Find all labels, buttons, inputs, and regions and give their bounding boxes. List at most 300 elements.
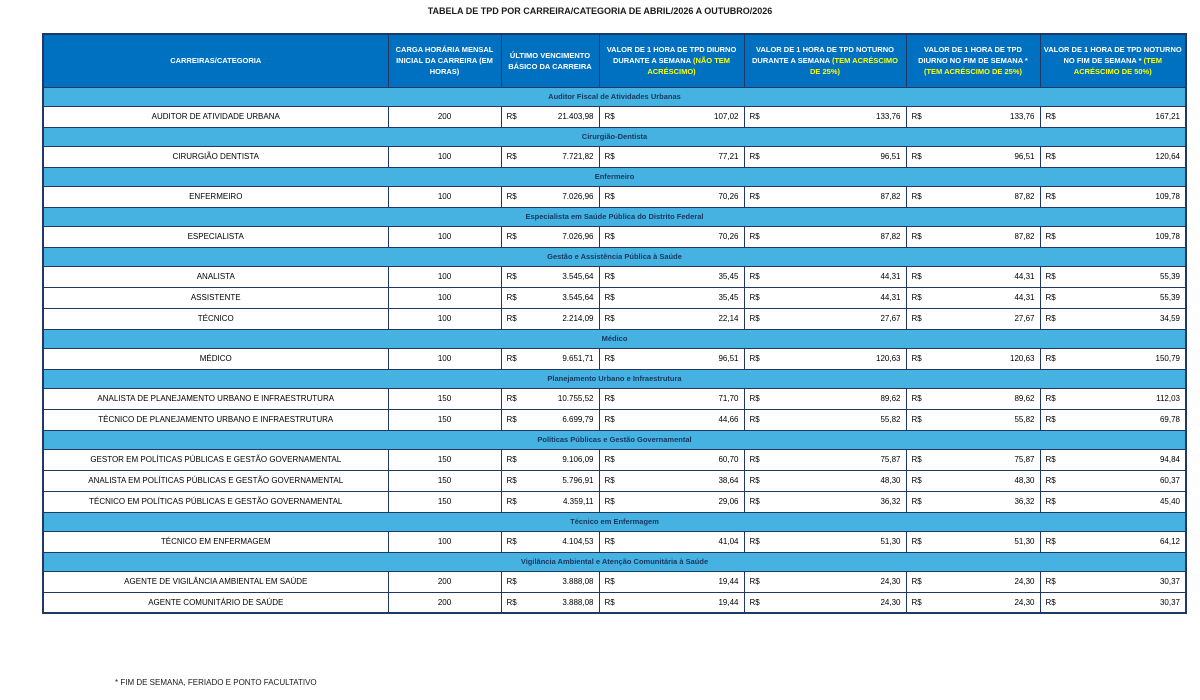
currency-cell <box>1040 388 1186 409</box>
currency-cell <box>501 531 599 552</box>
currency-value <box>745 577 906 586</box>
currency-symbol: R$ <box>506 455 517 464</box>
currency-symbol: R$ <box>604 577 615 586</box>
table-row <box>43 266 1186 287</box>
currency-cell <box>599 592 744 613</box>
currency-value <box>600 455 744 464</box>
currency-symbol: R$ <box>911 455 922 464</box>
currency-value <box>502 455 599 464</box>
amount: 107,02 <box>714 112 739 121</box>
section-title: Especialista em Saúde Pública do Distrito Federal <box>43 207 1186 226</box>
amount: 5.796,91 <box>562 476 594 485</box>
currency-cell <box>501 348 599 369</box>
currency-cell <box>1040 106 1186 127</box>
currency-cell <box>744 491 906 512</box>
currency-value <box>907 415 1040 424</box>
currency-cell <box>1040 449 1186 470</box>
currency-cell <box>599 106 744 127</box>
amount: 24,30 <box>1014 597 1035 607</box>
amount: 3.888,08 <box>562 577 594 586</box>
currency-cell <box>501 409 599 430</box>
currency-cell <box>501 186 599 207</box>
currency-symbol: R$ <box>749 314 760 323</box>
currency-symbol: R$ <box>911 192 922 201</box>
column-label: VALOR DE 1 HORA DE TPD DIURNO NO FIM DE SEMANA * <box>918 44 1028 66</box>
currency-cell <box>744 571 906 592</box>
table-header-row <box>43 34 1186 87</box>
currency-symbol: R$ <box>911 152 922 161</box>
currency-value <box>600 476 744 485</box>
currency-value <box>745 394 906 403</box>
currency-symbol: R$ <box>604 476 615 485</box>
currency-cell <box>906 449 1040 470</box>
currency-symbol: R$ <box>506 577 517 586</box>
currency-cell <box>906 531 1040 552</box>
currency-symbol: R$ <box>1045 497 1056 506</box>
currency-symbol: R$ <box>749 354 760 363</box>
career-cell: TÉCNICO EM ENFERMAGEM <box>43 531 388 552</box>
currency-cell <box>1040 409 1186 430</box>
currency-cell <box>501 266 599 287</box>
currency-value <box>745 537 906 546</box>
section-row <box>43 552 1186 571</box>
currency-symbol: R$ <box>911 112 922 121</box>
amount: 24,30 <box>1014 577 1035 586</box>
career-cell: ANALISTA EM POLÍTICAS PÚBLICAS E GESTÃO GOVERNAMENTAL <box>43 470 388 491</box>
currency-value <box>600 415 744 424</box>
currency-value <box>745 272 906 281</box>
currency-symbol: R$ <box>749 272 760 281</box>
amount: 7.721,82 <box>562 152 594 161</box>
amount: 41,04 <box>718 537 739 546</box>
currency-value <box>745 455 906 464</box>
section-row <box>43 167 1186 186</box>
currency-symbol: R$ <box>604 112 615 121</box>
table-row <box>43 571 1186 592</box>
currency-cell <box>1040 348 1186 369</box>
hours-cell: 200 <box>388 106 501 127</box>
currency-value <box>745 497 906 506</box>
currency-symbol: R$ <box>604 597 615 607</box>
amount: 70,26 <box>718 232 739 241</box>
currency-cell <box>599 409 744 430</box>
currency-symbol: R$ <box>604 537 615 546</box>
column-label: VALOR DE 1 HORA DE TPD NOTURNO NO FIM DE SEMANA * <box>1043 44 1182 66</box>
currency-symbol: R$ <box>911 272 922 281</box>
section-title: Planejamento Urbano e Infraestrutura <box>43 369 1186 388</box>
currency-cell <box>744 409 906 430</box>
currency-cell <box>599 470 744 491</box>
currency-cell <box>744 226 906 247</box>
section-row <box>43 329 1186 348</box>
tpd-table <box>42 33 1187 614</box>
currency-symbol: R$ <box>1045 232 1056 241</box>
career-cell: ESPECIALISTA <box>43 226 388 247</box>
amount: 35,45 <box>718 272 739 281</box>
currency-value <box>1041 354 1186 363</box>
currency-value <box>600 152 744 161</box>
currency-symbol: R$ <box>1045 394 1056 403</box>
currency-value <box>600 192 744 201</box>
table-row <box>43 106 1186 127</box>
currency-value <box>600 314 744 323</box>
column-highlight: (TEM ACRÉSCIMO DE 50%) <box>1073 56 1162 77</box>
amount: 24,30 <box>880 577 901 586</box>
amount: 7.026,96 <box>562 232 594 241</box>
currency-value <box>745 354 906 363</box>
amount: 30,37 <box>1159 577 1180 586</box>
amount: 22,14 <box>718 314 739 323</box>
currency-cell <box>501 146 599 167</box>
currency-cell <box>501 449 599 470</box>
amount: 133,76 <box>1010 112 1035 121</box>
amount: 87,82 <box>880 232 901 241</box>
table-row <box>43 348 1186 369</box>
currency-value <box>745 232 906 241</box>
amount: 3.888,08 <box>562 597 594 607</box>
currency-symbol: R$ <box>1045 152 1056 161</box>
amount: 19,44 <box>718 577 739 586</box>
currency-value <box>502 476 599 485</box>
currency-cell <box>744 308 906 329</box>
currency-value <box>745 476 906 485</box>
currency-symbol: R$ <box>604 354 615 363</box>
currency-symbol: R$ <box>506 314 517 323</box>
section-row <box>43 127 1186 146</box>
currency-symbol: R$ <box>1045 597 1056 607</box>
currency-value <box>1041 455 1186 464</box>
currency-symbol: R$ <box>1045 415 1056 424</box>
currency-cell <box>906 491 1040 512</box>
table-row <box>43 226 1186 247</box>
amount: 30,37 <box>1159 597 1180 607</box>
amount: 69,78 <box>1159 415 1180 424</box>
currency-cell <box>744 348 906 369</box>
currency-symbol: R$ <box>911 394 922 403</box>
currency-value <box>1041 598 1186 607</box>
amount: 51,30 <box>880 537 901 546</box>
amount: 44,31 <box>880 293 901 302</box>
currency-cell <box>599 491 744 512</box>
amount: 71,70 <box>718 394 739 403</box>
amount: 75,87 <box>880 455 901 464</box>
currency-cell <box>744 186 906 207</box>
column-label: CARREIRAS/CATEGORIA <box>170 56 262 66</box>
amount: 24,30 <box>880 597 901 607</box>
currency-cell <box>744 146 906 167</box>
column-header-careers <box>43 34 388 87</box>
currency-cell <box>599 388 744 409</box>
currency-symbol: R$ <box>604 272 615 281</box>
currency-value <box>907 232 1040 241</box>
currency-value <box>600 598 744 607</box>
currency-cell <box>744 388 906 409</box>
currency-cell <box>599 146 744 167</box>
hours-cell: 150 <box>388 491 501 512</box>
currency-value <box>502 394 599 403</box>
currency-value <box>907 537 1040 546</box>
currency-value <box>502 192 599 201</box>
section-row <box>43 87 1186 106</box>
currency-value <box>502 598 599 607</box>
currency-value <box>502 497 599 506</box>
currency-symbol: R$ <box>911 497 922 506</box>
currency-cell <box>1040 266 1186 287</box>
footnote: * FIM DE SEMANA, FERIADO E PONTO FACULTATIVO <box>115 678 317 687</box>
currency-symbol: R$ <box>506 112 517 121</box>
amount: 55,82 <box>1014 415 1035 424</box>
currency-cell <box>599 449 744 470</box>
currency-value <box>1041 192 1186 201</box>
currency-cell <box>1040 571 1186 592</box>
hours-cell: 150 <box>388 409 501 430</box>
table-row <box>43 186 1186 207</box>
section-row <box>43 247 1186 266</box>
currency-symbol: R$ <box>911 293 922 302</box>
amount: 87,82 <box>880 192 901 201</box>
currency-value <box>907 476 1040 485</box>
amount: 96,51 <box>1014 152 1035 161</box>
currency-symbol: R$ <box>749 232 760 241</box>
amount: 167,21 <box>1155 112 1180 121</box>
hours-cell: 100 <box>388 186 501 207</box>
section-title: Médico <box>43 329 1186 348</box>
currency-symbol: R$ <box>604 394 615 403</box>
section-title: Enfermeiro <box>43 167 1186 186</box>
column-highlight: (TEM ACRÉSCIMO DE 25%) <box>923 67 1023 77</box>
column-label: ÚLTIMO VENCIMENTO BÁSICO DA CARREIRA <box>508 50 592 71</box>
currency-symbol: R$ <box>506 272 517 281</box>
hours-cell: 100 <box>388 146 501 167</box>
currency-value <box>502 152 599 161</box>
currency-cell <box>744 470 906 491</box>
currency-value <box>745 415 906 424</box>
amount: 112,03 <box>1156 394 1180 403</box>
amount: 3.545,64 <box>562 293 594 302</box>
currency-value <box>1041 497 1186 506</box>
amount: 44,66 <box>718 415 739 424</box>
currency-symbol: R$ <box>506 232 517 241</box>
currency-cell <box>744 449 906 470</box>
currency-symbol: R$ <box>911 577 922 586</box>
currency-cell <box>1040 470 1186 491</box>
currency-cell <box>744 106 906 127</box>
currency-symbol: R$ <box>506 192 517 201</box>
amount: 6.699,79 <box>562 415 594 424</box>
amount: 2.214,09 <box>562 314 594 323</box>
currency-symbol: R$ <box>749 415 760 424</box>
currency-value <box>600 394 744 403</box>
amount: 89,62 <box>1014 394 1035 403</box>
amount: 36,32 <box>880 497 901 506</box>
currency-value <box>1041 314 1186 323</box>
currency-symbol: R$ <box>749 394 760 403</box>
hours-cell: 100 <box>388 348 501 369</box>
table-row <box>43 491 1186 512</box>
currency-symbol: R$ <box>506 476 517 485</box>
amount: 10.755,52 <box>557 394 594 403</box>
amount: 35,45 <box>718 293 739 302</box>
amount: 9.651,71 <box>562 354 594 363</box>
currency-cell <box>1040 491 1186 512</box>
amount: 19,44 <box>718 597 739 607</box>
currency-symbol: R$ <box>749 577 760 586</box>
currency-cell <box>906 226 1040 247</box>
amount: 96,51 <box>880 152 901 161</box>
currency-value <box>1041 232 1186 241</box>
currency-symbol: R$ <box>749 293 760 302</box>
amount: 77,21 <box>718 152 739 161</box>
currency-value <box>745 192 906 201</box>
currency-value <box>600 537 744 546</box>
career-cell: TÉCNICO <box>43 308 388 329</box>
currency-symbol: R$ <box>911 476 922 485</box>
currency-symbol: R$ <box>506 394 517 403</box>
currency-cell <box>906 287 1040 308</box>
table-row <box>43 308 1186 329</box>
currency-value <box>907 577 1040 586</box>
currency-value <box>745 314 906 323</box>
column-header-day-weekday <box>599 34 744 87</box>
career-cell: CIRURGIÃO DENTISTA <box>43 146 388 167</box>
currency-value <box>502 112 599 121</box>
career-cell: ANALISTA <box>43 266 388 287</box>
currency-symbol: R$ <box>1045 112 1056 121</box>
currency-symbol: R$ <box>749 192 760 201</box>
amount: 4.104,53 <box>562 537 594 546</box>
currency-symbol: R$ <box>911 597 922 607</box>
currency-value <box>1041 577 1186 586</box>
amount: 60,37 <box>1159 476 1180 485</box>
currency-cell <box>599 308 744 329</box>
currency-value <box>907 354 1040 363</box>
career-cell: MÉDICO <box>43 348 388 369</box>
table-row <box>43 146 1186 167</box>
currency-symbol: R$ <box>506 497 517 506</box>
currency-symbol: R$ <box>506 537 517 546</box>
column-header-monthly-hours <box>388 34 501 87</box>
currency-cell <box>1040 226 1186 247</box>
currency-cell <box>1040 531 1186 552</box>
amount: 36,32 <box>1014 497 1035 506</box>
currency-value <box>907 112 1040 121</box>
hours-cell: 150 <box>388 470 501 491</box>
currency-cell <box>906 308 1040 329</box>
amount: 34,59 <box>1159 314 1180 323</box>
hours-cell: 200 <box>388 592 501 613</box>
currency-symbol: R$ <box>604 415 615 424</box>
currency-value <box>1041 272 1186 281</box>
amount: 55,39 <box>1159 272 1180 281</box>
amount: 109,78 <box>1155 192 1180 201</box>
amount: 120,64 <box>1155 152 1180 161</box>
currency-cell <box>744 287 906 308</box>
currency-cell <box>599 571 744 592</box>
currency-symbol: R$ <box>749 476 760 485</box>
column-highlight: (NÃO TEM ACRÉSCIMO) <box>647 56 731 77</box>
currency-value <box>1041 415 1186 424</box>
currency-cell <box>501 226 599 247</box>
currency-value <box>502 537 599 546</box>
currency-value <box>907 272 1040 281</box>
table-row <box>43 287 1186 308</box>
section-row <box>43 207 1186 226</box>
amount: 109,78 <box>1155 232 1180 241</box>
currency-value <box>600 112 744 121</box>
currency-symbol: R$ <box>604 232 615 241</box>
currency-cell <box>1040 308 1186 329</box>
currency-symbol: R$ <box>604 293 615 302</box>
hours-cell: 100 <box>388 531 501 552</box>
career-cell: ASSISTENTE <box>43 287 388 308</box>
hours-cell: 100 <box>388 308 501 329</box>
currency-symbol: R$ <box>911 415 922 424</box>
currency-cell <box>1040 592 1186 613</box>
amount: 89,62 <box>880 394 901 403</box>
currency-value <box>745 112 906 121</box>
amount: 29,06 <box>718 497 739 506</box>
amount: 7.026,96 <box>562 192 594 201</box>
table-row <box>43 409 1186 430</box>
column-label: VALOR DE 1 HORA DE TPD NOTURNO DURANTE A SEMANA <box>752 44 894 66</box>
amount: 48,30 <box>880 476 901 485</box>
amount: 51,30 <box>1014 537 1035 546</box>
amount: 60,70 <box>718 455 739 464</box>
currency-value <box>907 152 1040 161</box>
career-cell: TÉCNICO EM POLÍTICAS PÚBLICAS E GESTÃO GOVERNAMENTAL <box>43 491 388 512</box>
amount: 87,82 <box>1014 192 1035 201</box>
currency-cell <box>1040 146 1186 167</box>
amount: 75,87 <box>1014 455 1035 464</box>
currency-symbol: R$ <box>506 597 517 607</box>
amount: 44,31 <box>1014 293 1035 302</box>
column-header-night-weekday <box>744 34 906 87</box>
table-row <box>43 592 1186 613</box>
currency-symbol: R$ <box>1045 314 1056 323</box>
currency-cell <box>501 470 599 491</box>
amount: 3.545,64 <box>562 272 594 281</box>
amount: 133,76 <box>876 112 901 121</box>
amount: 9.106,09 <box>562 455 594 464</box>
currency-cell <box>906 470 1040 491</box>
table-row <box>43 388 1186 409</box>
currency-cell <box>744 592 906 613</box>
career-cell: ENFERMEIRO <box>43 186 388 207</box>
currency-value <box>907 314 1040 323</box>
currency-cell <box>501 592 599 613</box>
currency-symbol: R$ <box>1045 272 1056 281</box>
amount: 120,63 <box>876 354 901 363</box>
column-header-night-weekend <box>1040 34 1186 87</box>
currency-value <box>1041 293 1186 302</box>
amount: 120,63 <box>1010 354 1035 363</box>
amount: 55,39 <box>1159 293 1180 302</box>
currency-symbol: R$ <box>604 192 615 201</box>
column-header-base-salary <box>501 34 599 87</box>
currency-cell <box>906 409 1040 430</box>
hours-cell: 150 <box>388 449 501 470</box>
amount: 44,31 <box>880 272 901 281</box>
currency-value <box>502 314 599 323</box>
section-title: Auditor Fiscal de Atividades Urbanas <box>43 87 1186 106</box>
amount: 55,82 <box>880 415 901 424</box>
currency-symbol: R$ <box>604 314 615 323</box>
currency-cell <box>501 388 599 409</box>
section-title: Cirurgião-Dentista <box>43 127 1186 146</box>
currency-symbol: R$ <box>506 415 517 424</box>
amount: 44,31 <box>1014 272 1035 281</box>
amount: 94,84 <box>1159 455 1180 464</box>
